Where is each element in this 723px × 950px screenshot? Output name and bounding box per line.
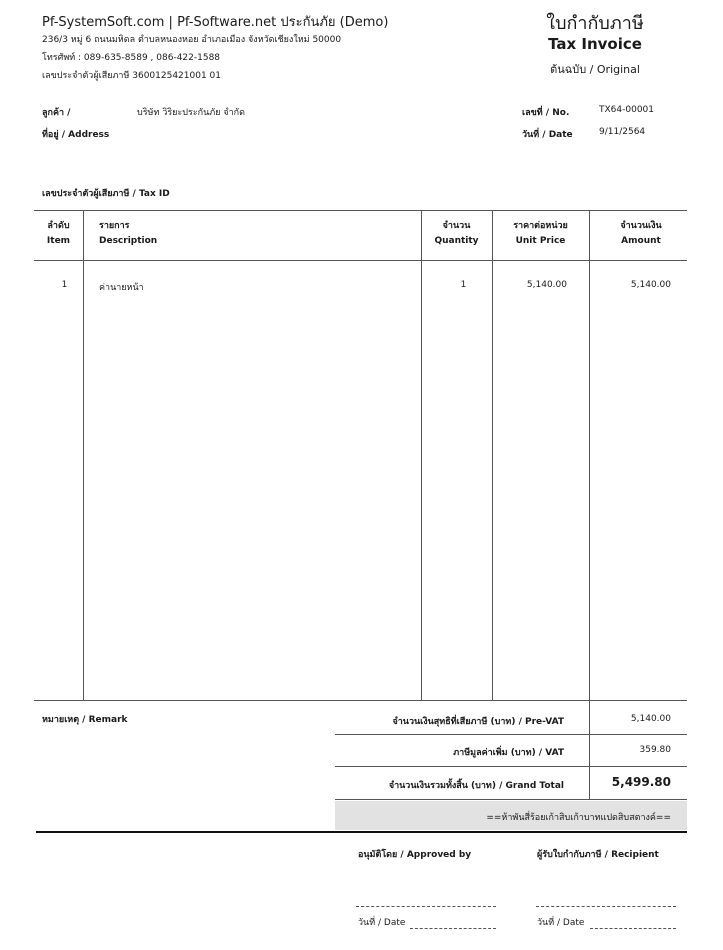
document-title-en: Tax Invoice [548,35,642,53]
header-amount-th: จำนวนเงิน [620,221,662,231]
header-description-th: รายการ [99,221,130,231]
header-quantity-en: Quantity [434,236,479,246]
totals-divider [335,734,687,735]
row-unit-price: 5,140.00 [526,280,567,290]
amount-in-words-box [335,801,687,830]
totals-divider [335,799,687,800]
header-unit-price-en: Unit Price [515,236,566,246]
approved-signature-line [356,906,496,907]
totals-divider [335,766,687,767]
company-phone: โทรศัพท์ : 089-635-8589 , 086-422-1588 [42,53,221,63]
pre-vat-value: 5,140.00 [630,714,671,724]
invoice-no-label: เลขที่ / No. [522,108,570,118]
invoice-date: 9/11/2564 [599,127,646,137]
header-quantity-th: จำนวน [442,221,471,231]
approved-by-label: อนุมัติโดย / Approved by [358,850,472,860]
document-copy-label: ต้นฉบับ / Original [550,63,640,76]
company-tax-id: เลขประจำตัวผู้เสียภาษี 3600125421001 01 [42,71,221,81]
header-item-th: ลำดับ [47,221,70,231]
remark-label: หมายเหตุ / Remark [42,715,128,725]
recipient-date-label: วันที่ / Date [537,918,585,928]
row-description: ค่านายหน้า [99,283,144,293]
approved-date-line [410,928,496,929]
vat-value: 359.80 [639,745,671,755]
document-title-th: ใบกำกับภาษี [546,13,644,34]
header-item-en: Item [46,236,71,246]
footer-divider [36,831,687,833]
table-col-divider [421,210,422,700]
vat-label: ภาษีมูลค่าเพิ่ม (บาท) / VAT [453,748,564,758]
customer-label: ลูกค้า / [42,108,71,118]
header-unit-price-th: ราคาต่อหน่วย [513,221,568,231]
header-description-en: Description [99,236,158,246]
company-address: 236/3 หมู่ 6 ถนนมหิดล ตำบลหนองหอย อำเภอเมือง จังหวัดเชียงใหม่ 50000 [42,35,342,45]
header-amount-en: Amount [621,236,661,246]
company-name: Pf-SystemSoft.com | Pf-Software.net ประกันภัย (Demo) [42,15,389,30]
recipient-date-line [590,928,676,929]
customer-name: บริษัท วิริยะประกันภัย จำกัด [137,108,245,118]
row-quantity: 1 [460,280,467,290]
customer-address-label: ที่อยู่ / Address [42,130,110,140]
row-item: 1 [61,280,68,290]
customer-tax-id-label: เลขประจำตัวผู้เสียภาษี / Tax ID [42,189,170,199]
row-amount: 5,140.00 [630,280,671,290]
invoice-date-label: วันที่ / Date [522,130,573,140]
recipient-label: ผู้รับใบกำกับภาษี / Recipient [537,850,659,860]
table-col-divider [589,210,590,800]
pre-vat-label: จำนวนเงินสุทธิที่เสียภาษี (บาท) / Pre-VAT [392,717,564,727]
approved-date-label: วันที่ / Date [358,918,406,928]
grand-total-label: จำนวนเงินรวมทั้งสิ้น (บาท) / Grand Total [388,781,564,791]
grand-total-value: 5,499.80 [611,775,671,789]
recipient-signature-line [536,906,676,907]
invoice-no: TX64-00001 [599,105,654,115]
amount-in-words: ==ห้าพันสี่ร้อยเก้าสิบเก้าบาทแปดสิบสตางค์== [486,813,671,823]
